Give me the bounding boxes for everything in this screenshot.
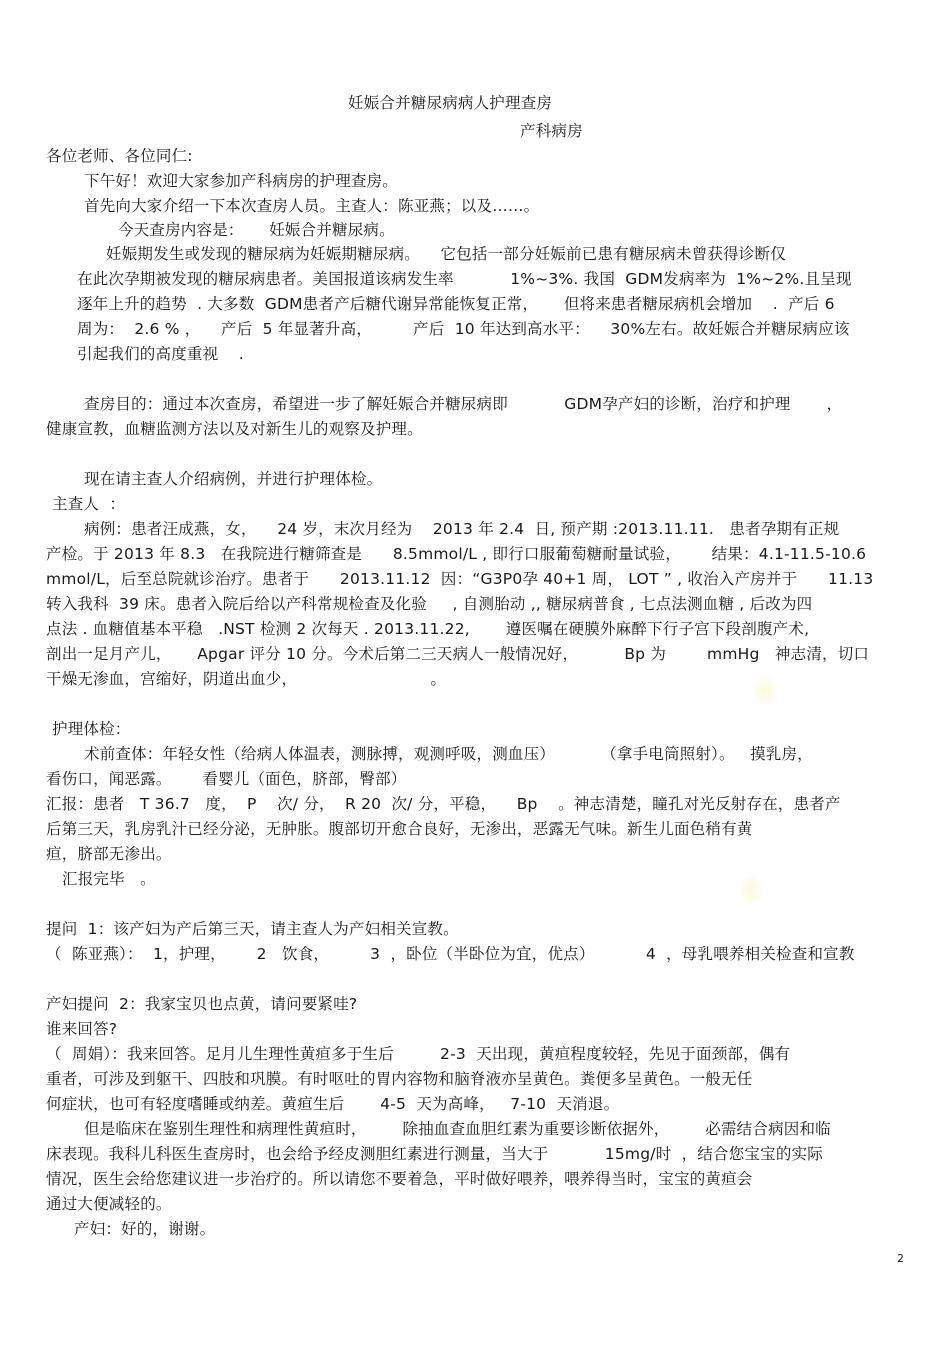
text-line: 汇报：患者 T 36.7 度， P 次/ 分， R 20 次/ 分，平稳， Bp 。神志清楚，瞳孔对光反射存在，患者产 <box>46 795 841 813</box>
text-line: （ 陈亚燕）： 1，护理， 2 饮食， 3 ，卧位（半卧位为宜，优点） 4 ，母乳喂养相关检查和宣教 <box>46 945 855 963</box>
text-line: 术前查体：年轻女性（给病人体温表，测脉搏，观测呼吸，测血压） （拿手电筒照射）。 摸乳房， <box>84 745 813 763</box>
text-line: 提问 1：该产妇为产后第三天，请主查人为产妇相关宣教。 <box>46 920 459 938</box>
department-subtitle: 产科病房 <box>520 122 583 140</box>
text-line: 后第三天，乳房乳汁已经分泌，无肿胀。腹部切开愈合良好，无渗出，恶露无气味。新生儿面色稍有黄 <box>46 820 753 838</box>
document-title: 妊娠合并糖尿病病人护理查房 <box>348 94 553 112</box>
text-line: 引起我们的高度重视 . <box>77 345 244 363</box>
text-line: 重者，可涉及到躯干、四肢和巩膜。有时呕吐的胃内容物和脑脊液亦呈黄色。粪便多呈黄色。一般无任 <box>46 1070 753 1088</box>
text-line: 病例：患者汪成燕，女， 24 岁，末次月经为 2013 年 2.4 日, 预产期 :2013.11.11. 患者孕期有正规 <box>84 520 840 538</box>
text-line: 产妇提问 2：我家宝贝也点黄，请问要紧哇? <box>46 995 358 1013</box>
text-line: 汇报完毕 。 <box>62 870 156 888</box>
text-line: 查房目的：通过本次查房，希望进一步了解妊娠合并糖尿病即 GDM孕产妇的诊断，治疗和护理 ， <box>84 395 843 413</box>
page-number: 2 <box>897 1252 904 1265</box>
text-line: mmol/L，后至总院就诊治疗。患者于 2013.11.12 因：“G3P0孕 40+1 周， LOT ” , 收治入产房并于 11.13 <box>46 570 874 588</box>
text-line: 通过大便减轻的。 <box>46 1195 172 1213</box>
text-line: 现在请主查人介绍病例，并进行护理体检。 <box>84 470 383 488</box>
scan-smudge <box>740 876 762 904</box>
text-line: 转入我科 39 床。患者入院后给以产科常规检查及化验 , 自测胎动 ,, 糖尿病普食 , 七点法测血糖 , 后改为四 <box>46 595 813 613</box>
scan-smudge <box>754 676 776 704</box>
text-line: 看伤口，闻恶露。 看婴儿（面色，脐部，臀部） <box>46 770 407 788</box>
text-line: 干燥无渗血，宫缩好，阴道出血少， 。 <box>46 670 447 688</box>
text-line: 在此次孕期被发现的糖尿病患者。美国报道该病发生率 1%~3%. 我国 GDM发病率为 1%~2%.且呈现 <box>77 270 852 288</box>
text-line: 逐年上升的趋势 . 大多数 GDM患者产后糖代谢异常能恢复正常， 但将来患者糖尿病机会增加 . 产后 6 <box>77 295 835 313</box>
text-line: 情况，医生会给您建议进一步治疗的。所以请您不要着急，平时做好喂养，喂养得当时，宝宝的黄疸会 <box>46 1170 753 1188</box>
text-line: 周为： 2.6 % ， 产后 5 年显著升高， 产后 10 年达到高水平： 30%左右。故妊娠合并糖尿病应该 <box>77 320 850 338</box>
text-line: 今天查房内容是： 妊娠合并糖尿病。 <box>118 221 395 239</box>
text-line: 产妇：好的，谢谢。 <box>74 1220 216 1238</box>
text-line: 主查人 ： <box>52 495 126 513</box>
text-line: 首先向大家介绍一下本次查房人员。主查人：陈亚燕；以及……。 <box>84 197 540 215</box>
text-line: 疸，脐部无渗出。 <box>46 845 172 863</box>
text-line: 床表现。我科儿科医生查房时，也会给予经皮测胆红素进行测量，当大于 15mg/时 ，结合您宝宝的实际 <box>46 1145 823 1163</box>
text-line: 点法 . 血糖值基本平稳 .NST 检测 2 次每天 . 2013.11.22, 遵医嘱在硬膜外麻醉下行子宫下段剖腹产术, <box>46 620 810 638</box>
text-line: 健康宣教，血糖监测方法以及对新生儿的观察及护理。 <box>46 420 423 438</box>
text-line: 剖出一足月产儿， Apgar 评分 10 分。今术后第二三天病人一般情况好， Bp 为 mmHg 神志清，切口 <box>46 645 870 663</box>
text-line: 各位老师、各位同仁: <box>46 147 193 165</box>
text-line: 妊娠期发生或发现的糖尿病为妊娠期糖尿病。 它包括一部分妊娠前已患有糖尿病未曾获得诊断仅 <box>106 245 786 263</box>
text-line: 谁来回答? <box>46 1020 118 1038</box>
text-line: 但是临床在鉴别生理性和病理性黄疸时， 除抽血查血胆红素为重要诊断依据外， 必需结合病因和临 <box>84 1120 831 1138</box>
text-line: 何症状，也可有轻度嗜睡或纳差。黄疸生后 4-5 天为高峰， 7-10 天消退。 <box>46 1095 620 1113</box>
text-line: 产检。于 2013 年 8.3 在我院进行糖筛查是 8.5mmol/L , 即行口服葡萄糖耐量试验， 结果：4.1-11.5-10.6 <box>46 545 867 563</box>
text-line: （ 周娟）：我来回答。足月儿生理性黄疸多于生后 2-3 天出现，黄疸程度较轻，先见于面颈部，偶有 <box>46 1045 791 1063</box>
text-line: 下午好！欢迎大家参加产科病房的护理查房。 <box>84 172 399 190</box>
text-line: 护理体检： <box>52 720 131 738</box>
